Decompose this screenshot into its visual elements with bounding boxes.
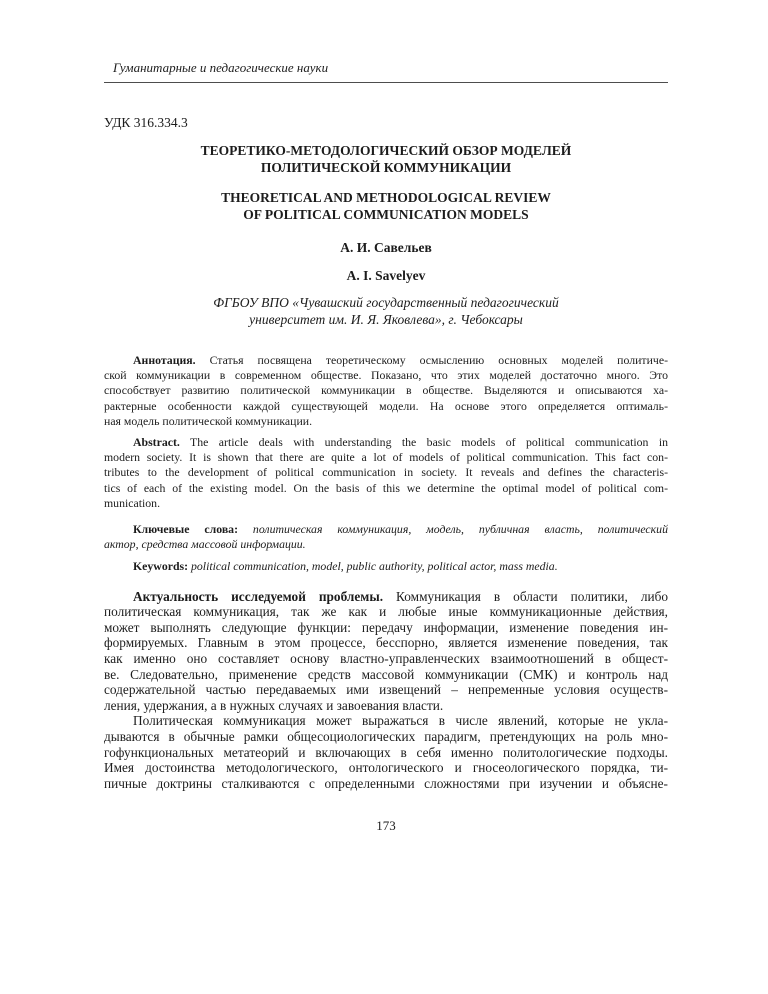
annotation-ru bbox=[104, 353, 668, 429]
paragraph-line bbox=[104, 589, 668, 605]
paragraph-lead: Ключевые слова: bbox=[133, 522, 239, 537]
paragraph-line bbox=[104, 522, 668, 537]
paragraph-line: содержательной частью передаваемых ими извещений – непременные условия осуществ- bbox=[104, 682, 668, 698]
author-affiliation bbox=[104, 294, 668, 328]
body-paragraph-1 bbox=[104, 589, 668, 714]
paragraph-line: политическая коммуникация, так же как и любые иные коммуникационные действия, bbox=[104, 604, 668, 620]
paragraph-line: Имея достоинства методологического, онтологического и гносеологического порядка, ти- bbox=[104, 760, 668, 776]
paragraph-line bbox=[104, 435, 668, 450]
paragraph-line: формируемых. Главным в этом процессе, бесспорно, является изменение поведения, так bbox=[104, 635, 668, 651]
paragraph-text: political communication, model, public authority, political actor, mass media. bbox=[188, 559, 558, 574]
paragraph-lead: Abstract. bbox=[133, 435, 180, 450]
article-title-ru bbox=[104, 142, 668, 176]
udc-number: УДК 316.334.3 bbox=[104, 115, 188, 130]
article-title-en-line2: OF POLITICAL COMMUNICATION MODELS bbox=[243, 207, 529, 222]
keywords-en bbox=[104, 559, 668, 574]
paragraph-line: tics of each of the existing model. On the basis of this we determine the optimal model of political com- bbox=[104, 480, 668, 495]
author-name-en: A. I. Savelyev bbox=[346, 268, 426, 283]
article-title-en-line1: THEORETICAL AND METHODOLOGICAL REVIEW bbox=[221, 190, 551, 205]
author-name-ru: А. И. Савельев bbox=[340, 240, 432, 255]
paragraph-line: ве. Следовательно, применение средств массовой коммуникации (СМК) и контроль над bbox=[104, 666, 668, 682]
paragraph-line: как именно оно составляет основу властно-управленческих взаимоотношений в общест- bbox=[104, 651, 668, 667]
paragraph-lead: Актуальность исследуемой проблемы. bbox=[133, 588, 384, 604]
article-title-ru-line1: ТЕОРЕТИКО-МЕТОДОЛОГИЧЕСКИЙ ОБЗОР МОДЕЛЕЙ bbox=[200, 143, 572, 158]
page-content bbox=[0, 60, 768, 833]
paragraph-line: ской коммуникации в современном обществе. Показано, что этих моделей достаточно много. Это bbox=[104, 368, 668, 383]
paragraph-line: способствует развитию политической коммуникации в обществе. Выделяются и описываются ха- bbox=[104, 383, 668, 398]
paragraph-lead: Keywords: bbox=[133, 559, 189, 574]
paragraph-text: The article deals with understanding the basic models of political communication in bbox=[179, 435, 668, 450]
paragraph-line: tributes to the development of political communication in society. It reveals and defines the characteris- bbox=[104, 465, 668, 480]
affiliation-line1: ФГБОУ ВПО «Чувашский государственный педагогический bbox=[213, 295, 559, 310]
paragraph-line: актор, средства массовой информации. bbox=[104, 537, 306, 552]
paragraph-line: munication. bbox=[104, 495, 161, 510]
paragraph-line: пичные доктрины сталкиваются с определенными сложностями при изучении и объясне- bbox=[104, 775, 668, 791]
running-head-text: Гуманитарные и педагогические науки bbox=[113, 60, 329, 75]
paragraph-line: modern society. It is shown that there are quite a lot of models of political communication. This fact con- bbox=[104, 450, 668, 465]
paragraph-text: Статья посвящена теоретическому осмыслению основных моделей политиче- bbox=[195, 353, 668, 367]
keywords-ru bbox=[104, 522, 668, 552]
paragraph-line bbox=[104, 559, 668, 574]
paragraph-line: может выполнять следующие функции: передачу информации, изменение поведения ин- bbox=[104, 619, 668, 635]
paragraph-text: Коммуникация в области политики, либо bbox=[383, 588, 669, 604]
paragraph-lead: Аннотация. bbox=[133, 353, 196, 367]
paragraph-text: политическая коммуникация, модель, публичная власть, политический bbox=[238, 522, 668, 537]
body-paragraph-2 bbox=[104, 713, 668, 791]
affiliation-line2: университет им. И. Я. Яковлева», г. Чебоксары bbox=[249, 312, 523, 327]
article-paragraphs bbox=[104, 353, 668, 791]
paragraph-line: дываются в обычные рамки общесоциологических парадигм, претендующих на роль мно- bbox=[104, 728, 668, 744]
article-title-ru-line2: ПОЛИТИЧЕСКОЙ КОММУНИКАЦИИ bbox=[260, 160, 512, 175]
paragraph-line: Политическая коммуникация может выражаться в числе явлений, которые не укла- bbox=[133, 713, 668, 729]
paragraph-line bbox=[104, 353, 668, 368]
paragraph-line: рактерные особенности каждой существующей модели. На основе этого определяется оптималь- bbox=[104, 398, 668, 413]
paragraph-line: ления, удержания, а в нужных случаях и завоевания власти. bbox=[104, 697, 444, 713]
running-head bbox=[104, 60, 668, 83]
abstract-en bbox=[104, 435, 668, 511]
paragraph-line: гофункциональных метатеорий и включающих в себя именно политологические подходы. bbox=[104, 744, 668, 760]
article-title-en bbox=[104, 189, 668, 223]
paragraph-line: ная модель политической коммуникации. bbox=[104, 413, 313, 428]
page-number: 173 bbox=[376, 818, 396, 834]
